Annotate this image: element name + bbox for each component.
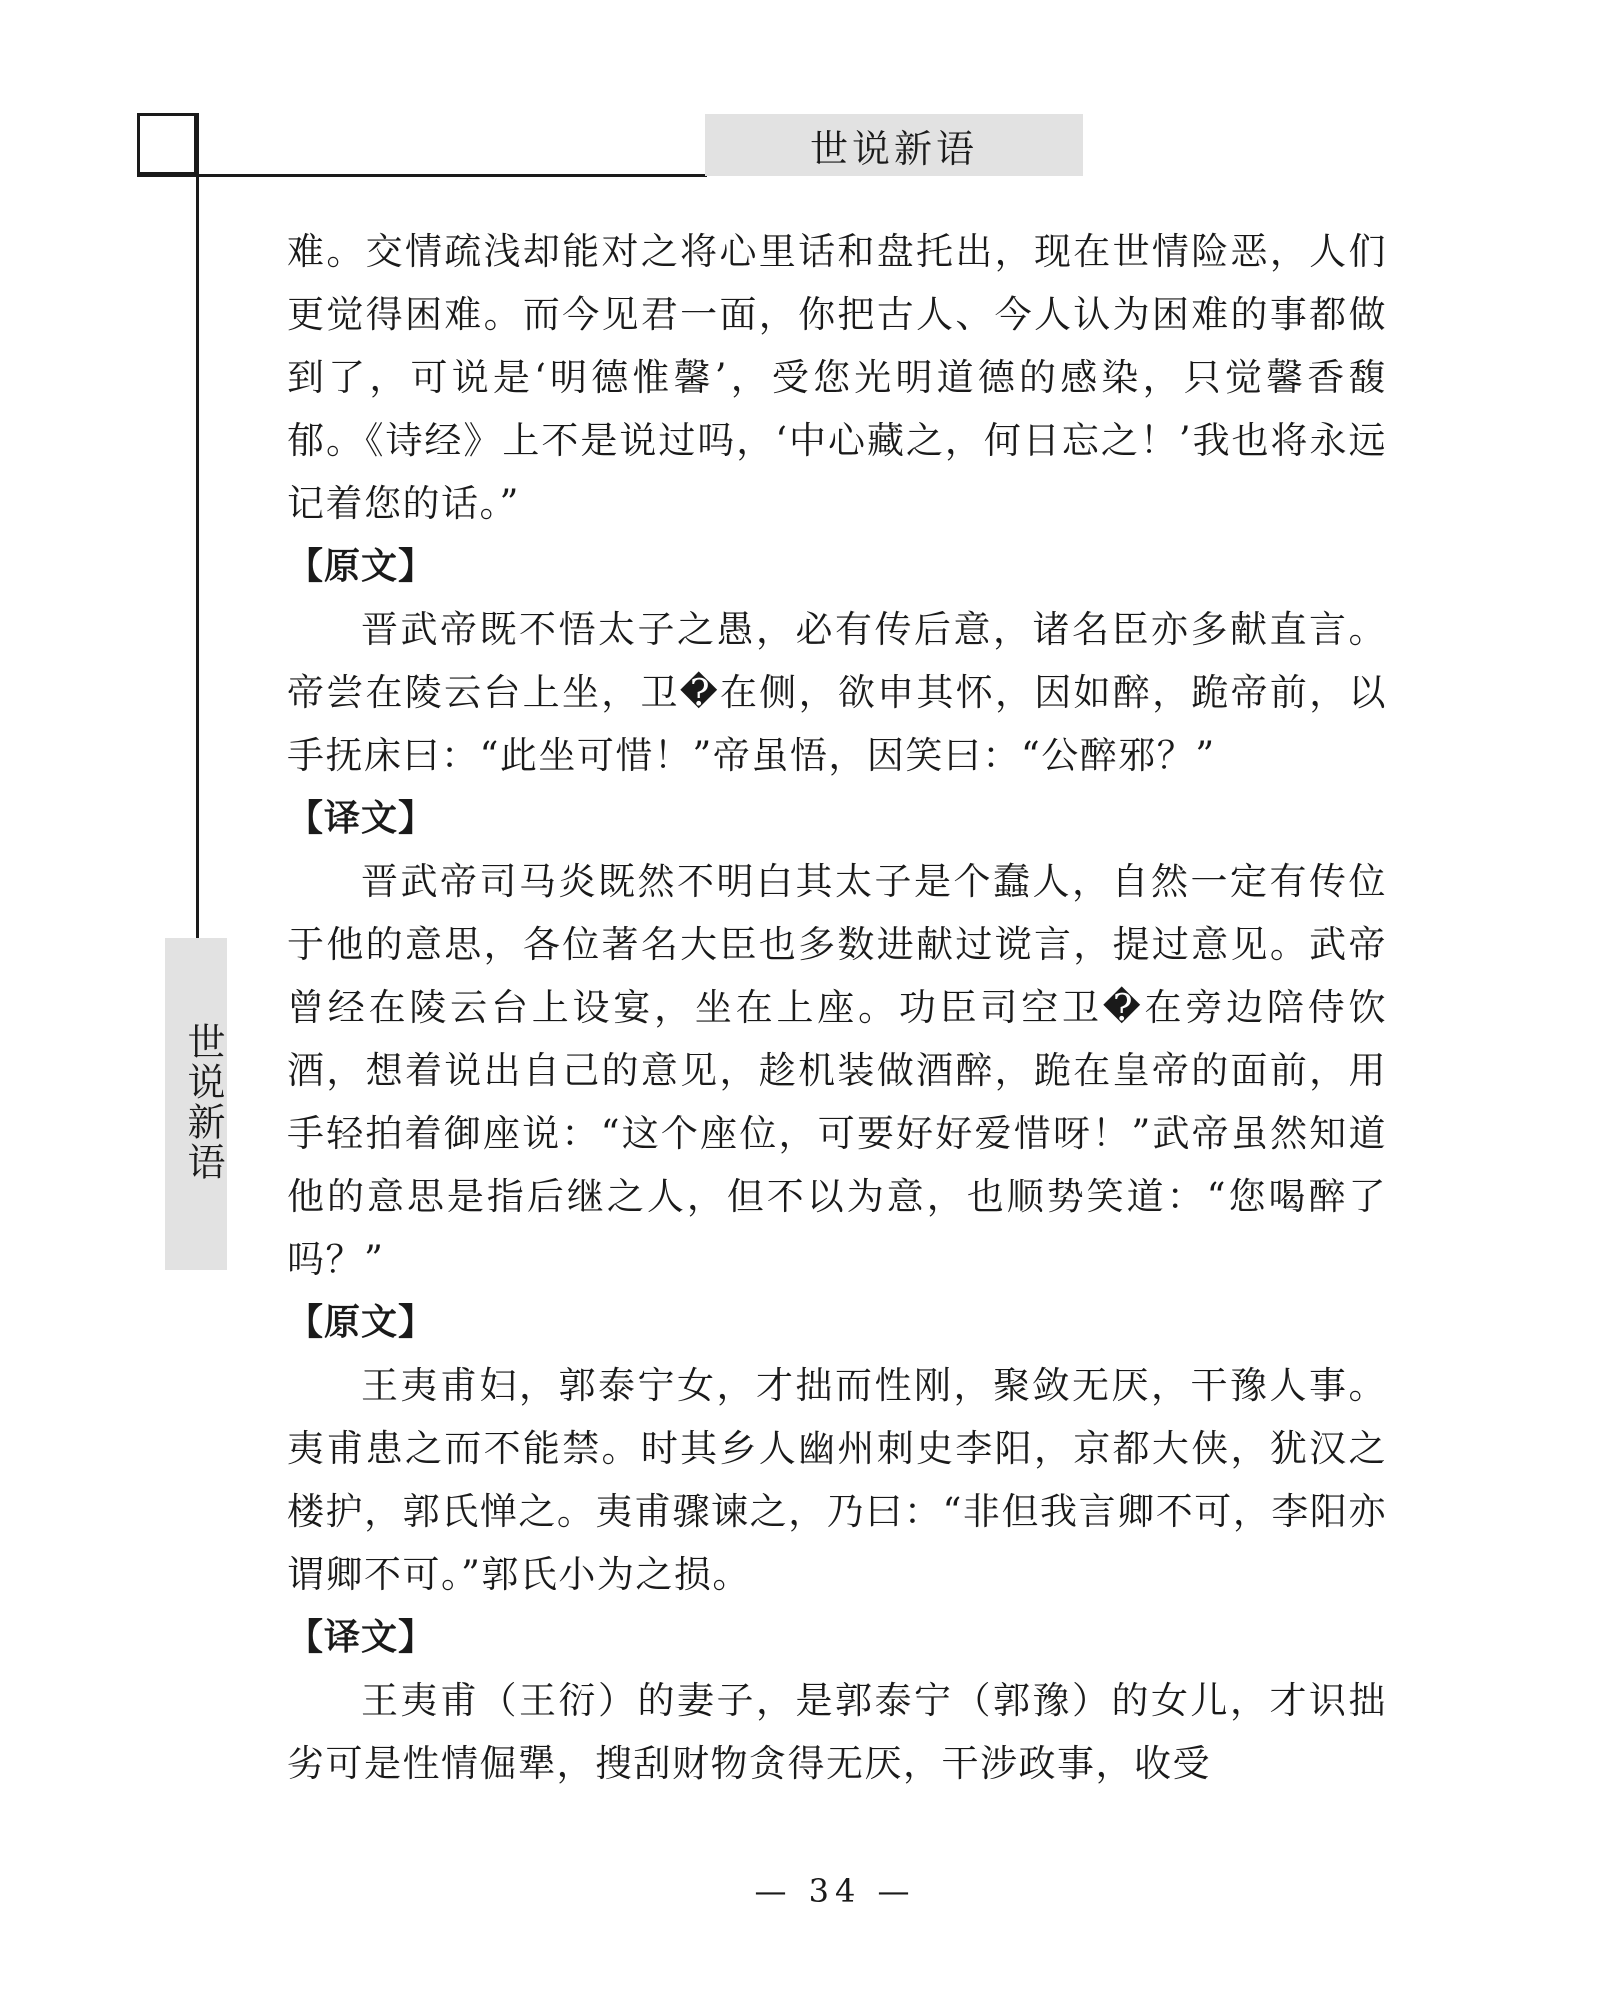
page-number: — 34 — <box>754 1872 916 1910</box>
side-tab-label: 世说新语 <box>181 1022 225 1182</box>
running-header <box>705 114 1083 176</box>
page-body <box>287 220 1387 1795</box>
paragraph: 王夷甫（王衍）的妻子，是郭泰宁（郭豫）的女儿，才识拙劣可是性情倔犟，搜刮财物贪得无厌，干涉政事，收受 <box>287 1679 1387 1785</box>
section-heading: 【原文】 <box>287 546 436 587</box>
side-tab <box>165 938 227 1270</box>
section-heading: 【原文】 <box>287 1302 436 1343</box>
paragraph: 晋武帝既不悟太子之愚，必有传后意，诸名臣亦多献直言。帝尝在陵云台上坐，卫�在侧，欲申其怀，因如醉，跪帝前，以手抚床曰：“此坐可惜！”帝虽悟，因笑曰：“公醉邪？” <box>287 608 1387 777</box>
section-heading: 【译文】 <box>287 1617 436 1658</box>
paragraph: 王夷甫妇，郭泰宁女，才拙而性刚，聚敛无厌，干豫人事。夷甫患之而不能禁。时其乡人幽州刺史李阳，京都大侠，犹汉之楼护，郭氏惮之。夷甫骤谏之，乃曰：“非但我言卿不可，李阳亦谓卿不可。”郭氏小为之损。 <box>287 1364 1387 1596</box>
paragraph: 晋武帝司马炎既然不明白其太子是个蠢人，自然一定有传位于他的意思，各位著名大臣也多数进献过谠言，提过意见。武帝曾经在陵云台上设宴，坐在上座。功臣司空卫�在旁边陪侍饮酒，想着说出自己的意见，趁机装做酒醉，跪在皇帝的面前，用手轻拍着御座说：“这个座位，可要好好爱惜呀！”武帝虽然知道他的意思是指后继之人，但不以为意，也顺势笑道：“您喝醉了吗？” <box>287 860 1387 1281</box>
running-header-title: 世说新语 <box>809 126 978 171</box>
margin-rule-vertical <box>196 113 199 938</box>
section-heading: 【译文】 <box>287 798 436 839</box>
corner-frame-box <box>137 113 197 175</box>
paragraph: 难。交情疏浅却能对之将心里话和盘托出，现在世情险恶，人们更觉得困难。而今见君一面，你把古人、今人认为困难的事都做到了，可说是‘明德惟馨’，受您光明道德的感染，只觉馨香馥郁。《诗经》上不是说过吗，‘中心藏之，何日忘之！’我也将永远记着您的话。” <box>287 230 1387 525</box>
header-rule-horizontal <box>137 174 707 177</box>
